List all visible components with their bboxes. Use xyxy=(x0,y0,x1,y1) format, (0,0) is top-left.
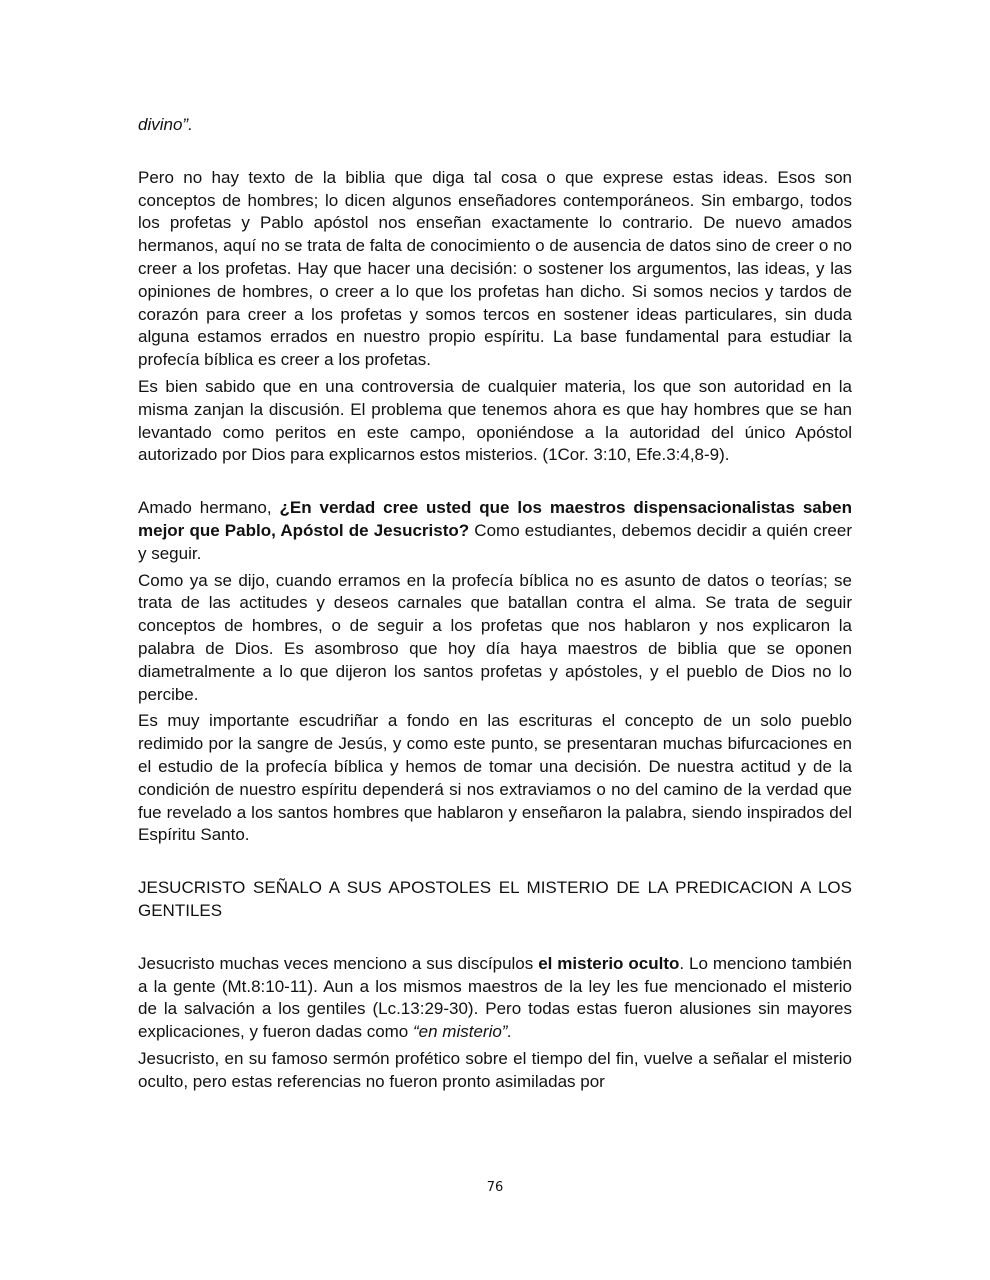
text-run: Jesucristo muchas veces menciono a sus discípulos xyxy=(138,953,539,973)
paragraph-continuation: divino”. xyxy=(138,115,193,134)
section-heading: JESUCRISTO SEÑALO A SUS APOSTOLES EL MISTERIO DE LA PREDICACION A LOS GENTILES xyxy=(138,878,852,920)
bold-question: ¿En verdad cree usted que los maestros dispensacionalistas saben mejor que Pablo, Apóstol de Jesucristo? xyxy=(138,498,852,540)
page-number: 76 xyxy=(486,1180,504,1195)
paragraph: Jesucristo, en su famoso sermón profético sobre el tiempo del fin, vuelve a señalar el misterio oculto, pero estas referencias no fueron pronto asimiladas por xyxy=(138,1048,852,1091)
italic-phrase: “en misterio”. xyxy=(413,1022,513,1042)
paragraph: Pero no hay texto de la biblia que diga tal cosa o que exprese estas ideas. Esos son conceptos de hombres; lo dicen algunos enseñadores contemporáneos. Sin embargo, todos los profetas y Pablo apóstol nos enseñan exactamente lo contrario. De nuevo amados hermanos, aquí no se trata de falta de conocimiento o de ausencia de datos sino de creer o no creer a los profetas. Hay que hacer una decisión: o sostener los argumentos, las ideas, y las opiniones de hombres, o creer a lo que los profetas han dicho. Si somos necios y tardos de corazón para creer a los profetas y somos tercos en sostener ideas particulares, sin duda alguna estamos errados en nuestro propio espíritu. La base fundamental para estudiar la profecía bíblica es creer a los profetas. xyxy=(138,167,852,370)
paragraph xyxy=(138,953,852,1044)
bold-phrase: el misterio oculto xyxy=(538,953,680,973)
paragraph: Como ya se dijo, cuando erramos en la profecía bíblica no es asunto de datos o teorías; se trata de las actitudes y deseos carnales que batallan contra el alma. Se trata de seguir conceptos de hombres, o de seguir a los profetas que nos hablaron y nos explicaron la palabra de Dios. Es asombroso que hoy día haya maestros de biblia que se oponen diametralmente a lo que dijeron los santos profetas y apóstoles, y el pueblo de Dios no lo percibe. xyxy=(138,570,852,704)
page-body xyxy=(138,114,852,1093)
text-run: Amado hermano, xyxy=(138,498,280,518)
paragraph: Es muy importante escudriñar a fondo en las escrituras el concepto de un solo pueblo redimido por la sangre de Jesús, y como este punto, se presentaran muchas bifurcaciones en el estudio de la profecía bíblica y hemos de tomar una decisión. De nuestra actitud y de la condición de nuestro espíritu dependerá si nos extraviamos o no del camino de la verdad que fue revelado a los santos hombres que hablaron y enseñaron la palabra, siendo inspirados del Espíritu Santo. xyxy=(138,711,852,845)
paragraph-question xyxy=(138,497,852,565)
text-run: . Lo menciono también a la gente (Mt.8:10-11). Aun a los mismos maestros de la ley les fue mencionado el misterio de la salvación a los gentiles (Lc.13:29-30). Pero todas estas fueron alusiones sin mayores explicaciones, y fueron dadas como xyxy=(138,953,852,1042)
text-run: Como estudiantes, debemos decidir a quién creer y seguir. xyxy=(138,520,852,563)
paragraph: Es bien sabido que en una controversia de cualquier materia, los que son autoridad en la misma zanjan la discusión. El problema que tenemos ahora es que hay hombres que se han levantado como peritos en este campo, oponiéndose a la autoridad del único Apóstol autorizado por Dios para explicarnos estos misterios. (1Cor. 3:10, Efe.3:4,8-9). xyxy=(138,376,852,465)
